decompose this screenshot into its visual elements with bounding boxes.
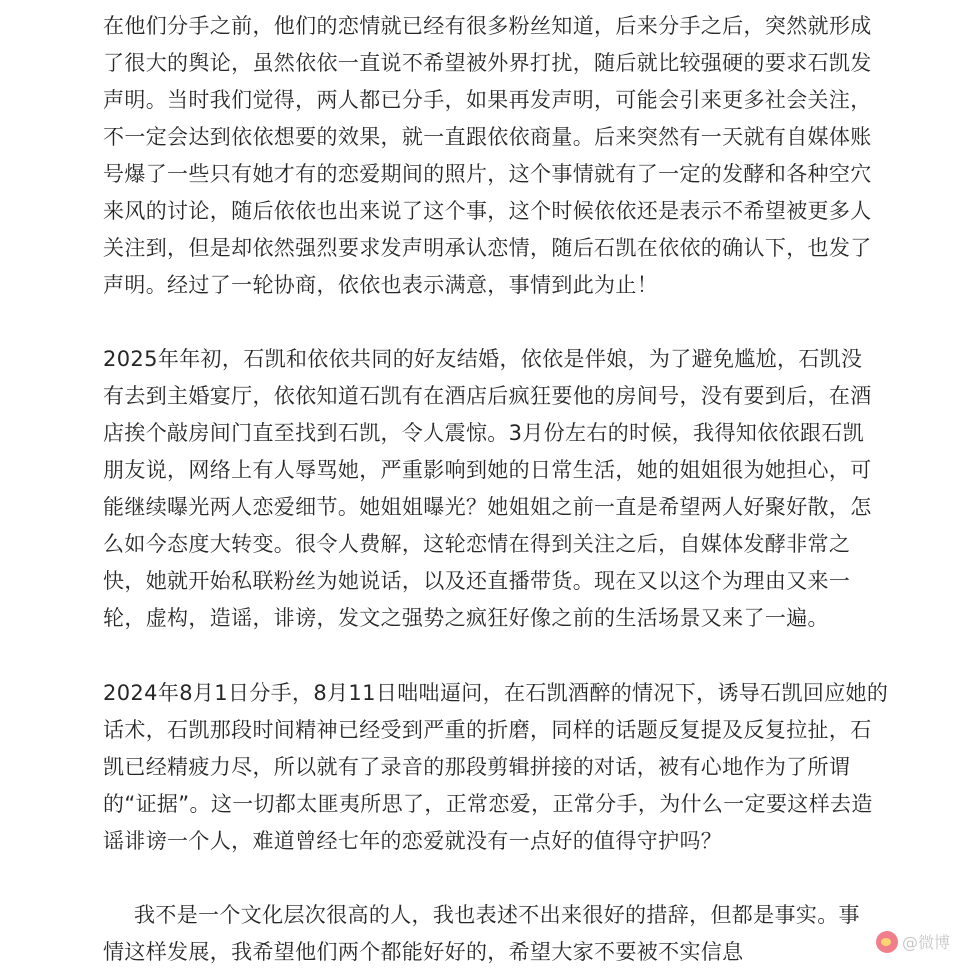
text-line: 在他们分手之前，他们的恋情就已经有很多粉丝知道，后来分手之后，突然就形成 [103, 14, 872, 38]
text-line: 话术，石凯那段时间精神已经受到严重的折磨，同样的话题反复提及反复拉扯，石 [103, 718, 872, 742]
text-line: 声明。当时我们觉得，两人都已分手，如果再发声明，可能会引来更多社会关注， [103, 88, 872, 112]
text-line: 号爆了一些只有她才有的恋爱期间的照片，这个事情就有了一定的发酵和各种空穴 [103, 162, 872, 186]
text-line: 关注到，但是却依然强烈要求发声明承认恋情，随后石凯在依依的确认下，也发了 [103, 236, 872, 260]
text-line: 了很大的舆论，虽然依依一直说不希望被外界打扰，随后就比较强硬的要求石凯发 [103, 51, 872, 75]
paragraph-early-2025 [103, 341, 943, 637]
text-line: 谣诽谤一个人，难道曾经七年的恋爱就没有一点好的值得守护吗？ [103, 829, 723, 853]
text-line: 2025年年初，石凯和依依共同的好友结婚，依依是伴娘，为了避免尴尬，石凯没 [103, 347, 863, 371]
text-line: 么如今态度大转变。很令人费解，这轮恋情在得到关注之后，自媒体发酵非常之 [103, 532, 851, 556]
text-line: 能继续曝光两人恋爱细节。她姐姐曝光？她姐姐之前一直是希望两人好聚好散，怎 [103, 495, 872, 519]
text-line: 我不是一个文化层次很高的人，我也表述不出来很好的措辞，但都是事实。事 [134, 903, 860, 927]
text-line: 2024年8月1日分手，8月11日咄咄逼问，在石凯酒醉的情况下，诱导石凯回应她的 [103, 681, 889, 705]
text-line: 来风的讨论，随后依依也出来说了这个事，这个时候依依还是表示不希望被更多人 [103, 199, 872, 223]
text-line: 轮，虚构，造谣，诽谤，发文之强势之疯狂好像之前的生活场景又来了一遍。 [103, 606, 829, 630]
text-line: 快，她就开始私联粉丝为她说话，以及还直播带货。现在又以这个为理由又来一 [103, 569, 851, 593]
text-line: 不一定会达到依依想要的效果，就一直跟依依商量。后来突然有一天就有自媒体账 [103, 125, 872, 149]
paragraph-august-2024 [103, 675, 943, 860]
text-line: 的“证据”。这一切都太匪夷所思了，正常恋爱，正常分手，为什么一定要这样去造 [103, 792, 873, 816]
text-line: 情这样发展，我希望他们两个都能好好的，希望大家不要被不实信息 [103, 940, 744, 964]
watermark-text: @微博 [901, 933, 950, 952]
paragraph-breakup-statement [103, 8, 943, 304]
text-line: 有去到主婚宴厅，依依知道石凯有在酒店后疯狂要他的房间号，没有要到后，在酒 [103, 384, 872, 408]
text-line: 凯已经精疲力尽，所以就有了录音的那段剪辑拼接的对话，被有心地作为了所谓 [103, 755, 851, 779]
text-line: 声明。经过了一轮协商，依依也表示满意，事情到此为止！ [103, 273, 659, 297]
weibo-icon [876, 931, 898, 953]
text-line: 朋友说，网络上有人辱骂她，严重影响到她的日常生活，她的姐姐很为她担心，可 [103, 458, 872, 482]
paragraph-closing-statement [103, 897, 943, 971]
weibo-watermark [876, 930, 950, 953]
text-line: 店挨个敲房间门直至找到石凯，令人震惊。3月份左右的时候，我得知依依跟石凯 [103, 421, 864, 445]
